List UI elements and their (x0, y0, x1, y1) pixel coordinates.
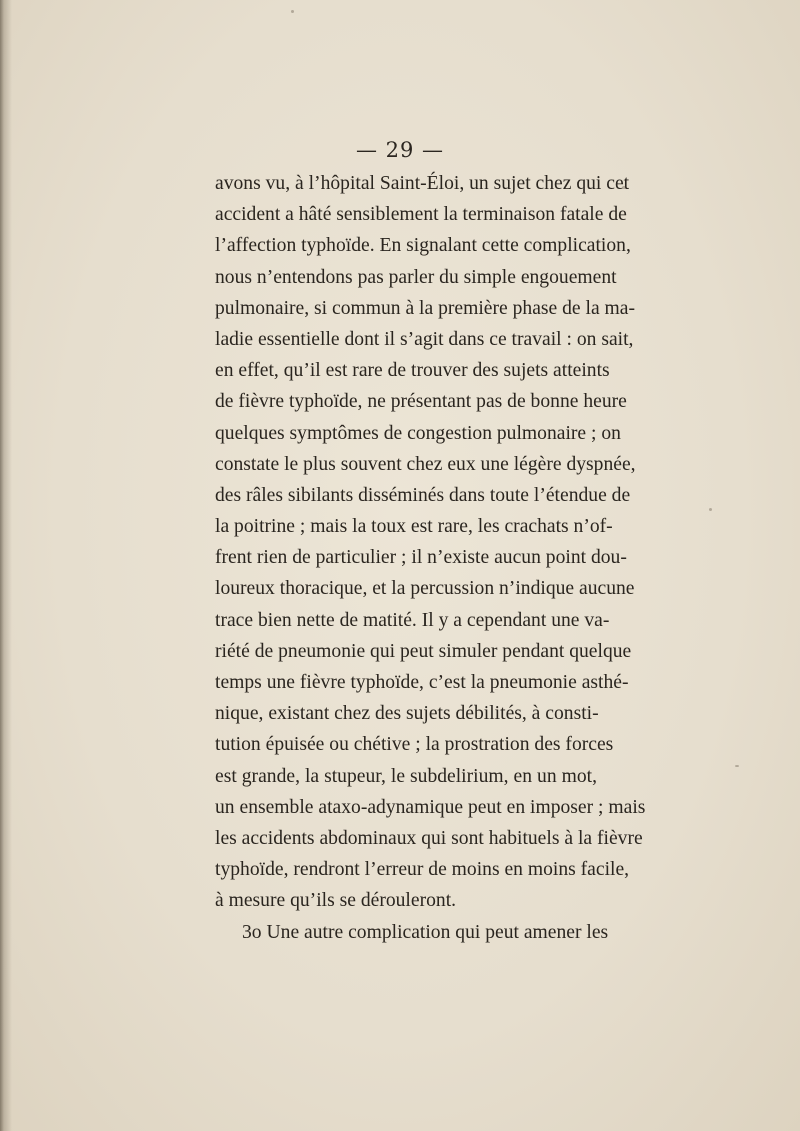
text-line: trace bien nette de matité. Il y a cependant une va- (215, 609, 610, 631)
page-number: — 29 — (355, 138, 445, 162)
text-line: typhoïde, rendront l’erreur de moins en moins facile, (215, 859, 630, 881)
text-line: ladie essentielle dont il s’agit dans ce travail : on sait, (215, 328, 634, 350)
text-line: en effet, qu’il est rare de trouver des sujets atteints (215, 360, 610, 382)
paper-speck (709, 508, 712, 511)
text-line: avons vu, à l’hôpital Saint-Éloi, un sujet chez qui cet (215, 173, 630, 194)
text-line: 3o Une autre complication qui peut amener les (242, 921, 609, 943)
paper-speck (291, 10, 294, 13)
text-line: pulmonaire, si commun à la première phase de la ma- (215, 297, 636, 319)
text-line: de fièvre typhoïde, ne présentant pas de bonne heure (215, 391, 627, 413)
paper-speck (735, 765, 739, 767)
text-line: loureux thoracique, et la percussion n’indique aucune (215, 578, 635, 600)
text-line: l’affection typhoïde. En signalant cette complication, (215, 235, 631, 257)
text-line: des râles sibilants disséminés dans toute l’étendue de (215, 484, 631, 506)
text-line: les accidents abdominaux qui sont habituels à la fièvre (215, 827, 643, 849)
text-line: un ensemble ataxo-adynamique peut en imposer ; mais (215, 796, 646, 818)
text-line: nous n’entendons pas parler du simple engouement (215, 266, 617, 288)
text-line: à mesure qu’ils se dérouleront. (215, 890, 457, 912)
text-line: quelques symptômes de congestion pulmonaire ; on (215, 422, 621, 444)
text-line: est grande, la stupeur, le subdelirium, en un mot, (215, 765, 597, 787)
text-line: nique, existant chez des sujets débilités, à consti- (215, 703, 599, 725)
text-line: riété de pneumonie qui peut simuler pendant quelque (215, 640, 632, 662)
text-line: constate le plus souvent chez eux une légère dyspnée, (215, 453, 636, 475)
text-line: tution épuisée ou chétive ; la prostration des forces (215, 734, 614, 756)
text-line: accident a hâté sensiblement la terminaison fatale de (215, 204, 627, 226)
paper-speck (622, 186, 626, 189)
text-line: temps une fièvre typhoïde, c’est la pneumonie asthé- (215, 672, 629, 693)
text-line: la poitrine ; mais la toux est rare, les crachats n’of- (215, 516, 613, 538)
text-line: frent rien de particulier ; il n’existe aucun point dou- (215, 547, 627, 569)
body-text (215, 168, 646, 948)
